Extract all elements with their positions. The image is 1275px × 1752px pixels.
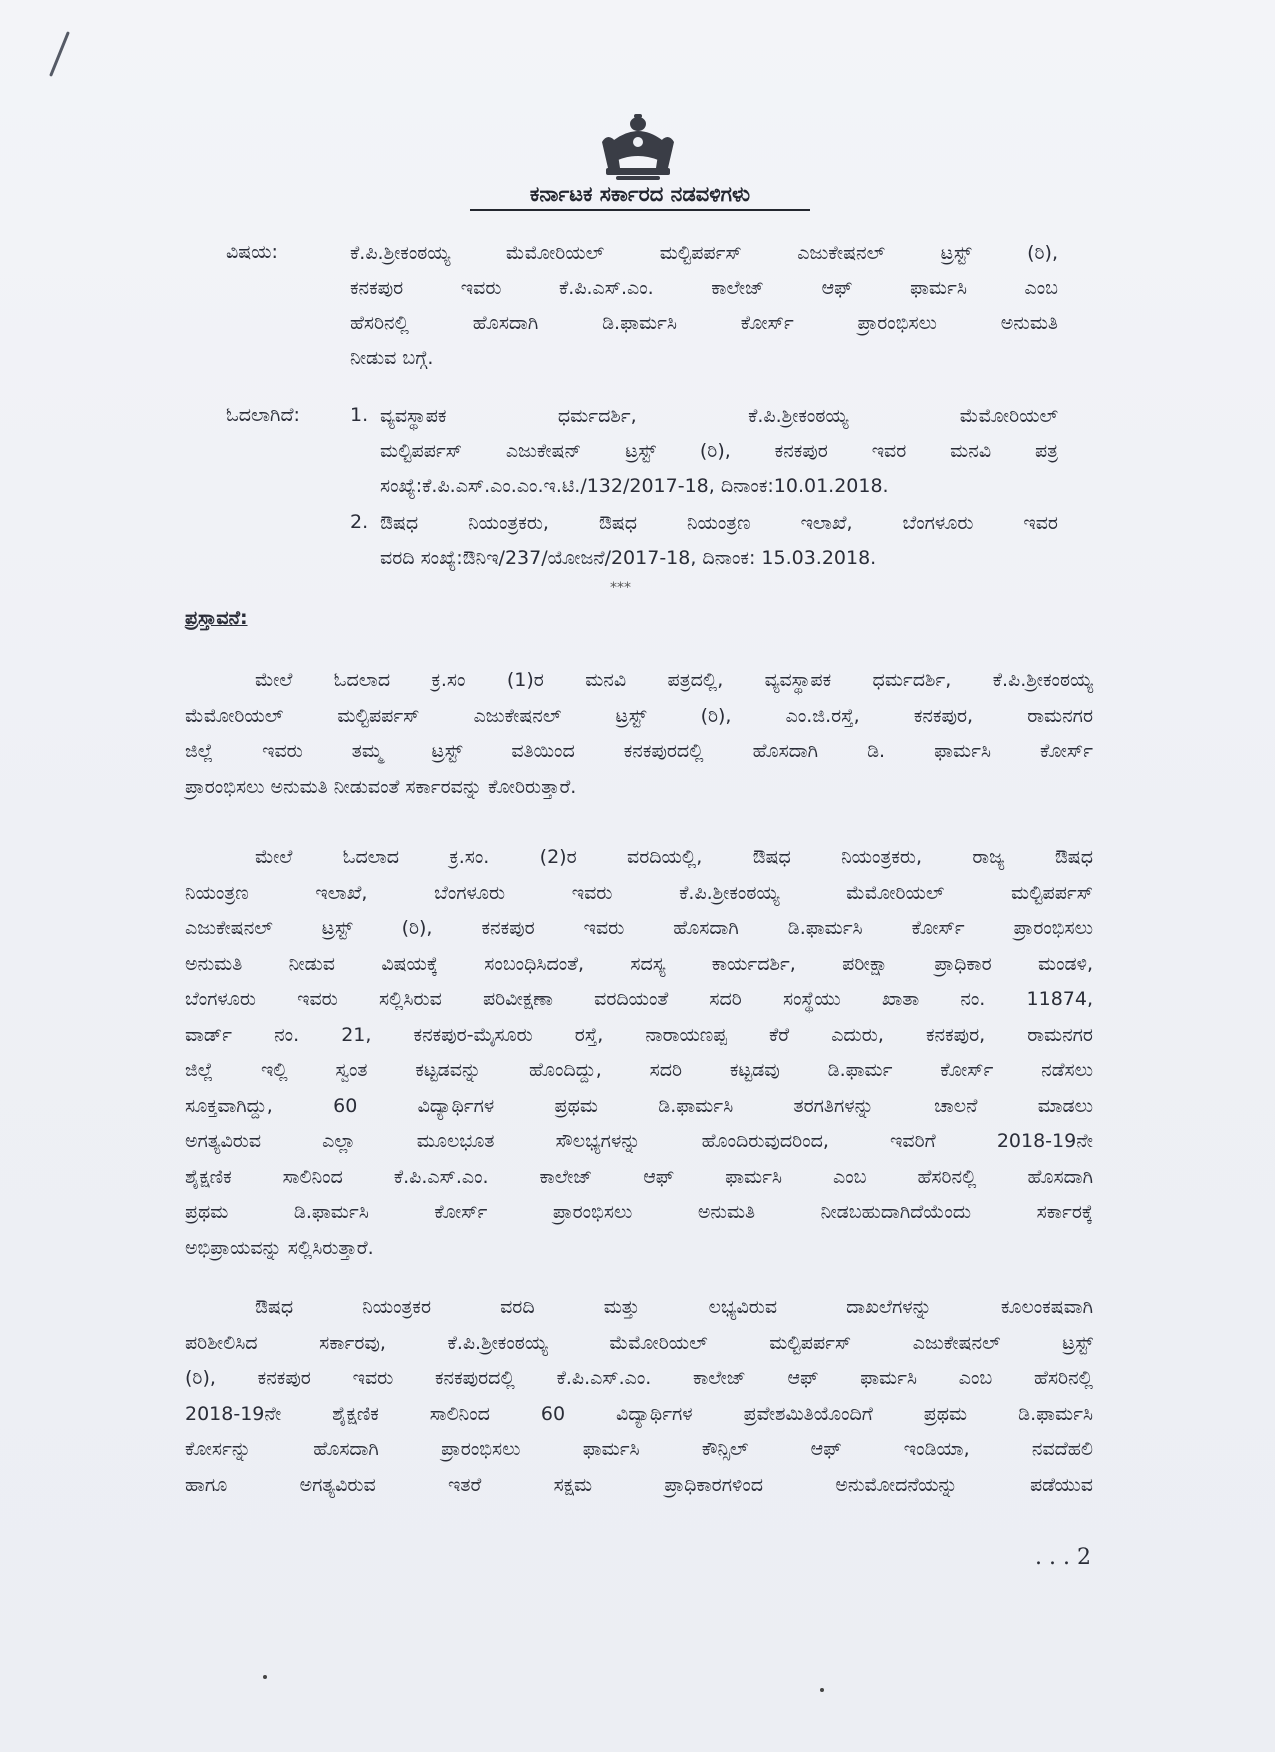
paragraph-line: ವಾರ್ಡ್ ನಂ. 21, ಕನಕಪುರ-ಮೈಸೂರು ರಸ್ತೆ, ನಾರಾಯಣಪ್ಪ ಕೆರೆ ಎದುರು, ಕನಕಪುರ, ರಾಮನಗರ [185,1023,1093,1046]
subject-line: ಹೆಸರಿನಲ್ಲಿ ಹೊಸದಾಗಿ ಡಿ.ಫಾರ್ಮಸಿ ಕೋರ್ಸ್ ಪ್ರಾರಂಭಿಸಲು ಅನುಮತಿ [350,312,1058,334]
paragraph-line: ಪ್ರಥಮ ಡಿ.ಫಾರ್ಮಸಿ ಕೋರ್ಸ್ ಪ್ರಾರಂಭಿಸಲು ಅನುಮತಿ ನೀಡಬಹುದಾಗಿದೆಯೆಂದು ಸರ್ಕಾರಕ್ಕೆ [185,1201,1093,1223]
reference-line: ವ್ಯವಸ್ಥಾಪಕ ಧರ್ಮದರ್ಶಿ, ಕೆ.ಪಿ.ಶ್ರೀಕಂಠಯ್ಯ ಮೆಮೋರಿಯಲ್ [380,405,1058,427]
paragraph-line: ಮೆಮೋರಿಯಲ್ ಮಲ್ಟಿಪರ್ಪಸ್ ಎಜುಕೇಷನಲ್ ಟ್ರಸ್ಟ್ (ರಿ), ಎಂ.ಜಿ.ರಸ್ತೆ, ಕನಕಪುರ, ರಾಮನಗರ [185,704,1093,727]
paragraph-1 [185,663,1093,805]
paragraph-line: ಕೋರ್ಸನ್ನು ಹೊಸದಾಗಿ ಪ್ರಾರಂಭಿಸಲು ಫಾರ್ಮಸಿ ಕೌನ್ಸಿಲ್ ಆಫ್ ಇಂಡಿಯಾ, ನವದೆಹಲಿ [185,1438,1093,1460]
reference-number: 2. [350,511,369,533]
page-continuation-indicator: . . . 2 [1035,1545,1091,1570]
paragraph-line: ಅಭಿಪ್ರಾಯವನ್ನು ಸಲ್ಲಿಸಿರುತ್ತಾರೆ. [185,1236,374,1259]
section-separator: *** [610,580,631,596]
paragraph-line: 2018-19ನೇ ಶೈಕ್ಷಣಿಕ ಸಾಲಿನಿಂದ 60 ವಿದ್ಯಾರ್ಥಿಗಳ ಪ್ರವೇಶಮಿತಿಯೊಂದಿಗೆ ಪ್ರಥಮ ಡಿ.ಫಾರ್ಮಸಿ [185,1402,1093,1425]
scan-speck [263,1675,267,1679]
paragraph-line: ಅನುಮತಿ ನೀಡುವ ವಿಷಯಕ್ಕೆ ಸಂಬಂಧಿಸಿದಂತೆ, ಸದಸ್ಯ ಕಾರ್ಯದರ್ಶಿ, ಪರೀಕ್ಷಾ ಪ್ರಾಧಿಕಾರ ಮಂಡಳಿ, [185,952,1093,975]
paragraph-line: ಸೂಕ್ತವಾಗಿದ್ದು, 60 ವಿದ್ಯಾರ್ಥಿಗಳ ಪ್ರಥಮ ಡಿ.ಫಾರ್ಮಸಿ ತರಗತಿಗಳನ್ನು ಚಾಲನೆ ಮಾಡಲು [185,1094,1093,1117]
subject-line: ನೀಡುವ ಬಗ್ಗೆ. [350,347,434,369]
reference-line: ಔಷಧ ನಿಯಂತ್ರಕರು, ಔಷಧ ನಿಯಂತ್ರಣ ಇಲಾಖೆ, ಬೆಂಗಳೂರು ಇವರ [380,512,1058,534]
preamble-heading: ಪ್ರಸ್ತಾವನೆ: [185,607,248,629]
reference-line: ಸಂಖ್ಯೆ:ಕೆ.ಪಿ.ಎಸ್.ಎಂ.ಎಂ.ಇ.ಟಿ./132/2017-18, ದಿನಾಂಕ:10.01.2018. [380,475,889,497]
paragraph-line: ಜಿಲ್ಲೆ ಇಲ್ಲಿ ಸ್ವಂತ ಕಟ್ಟಡವನ್ನು ಹೊಂದಿದ್ದು, ಸದರಿ ಕಟ್ಟಡವು ಡಿ.ಫಾರ್ಮ ಕೋರ್ಸ್ ನಡೆಸಲು [185,1059,1093,1081]
paragraph-3 [185,1290,1093,1503]
reference-item [380,399,1058,504]
subject-line: ಕೆ.ಪಿ.ಶ್ರೀಕಂಠಯ್ಯ ಮೆಮೋರಿಯಲ್ ಮಲ್ಟಿಪರ್ಪಸ್ ಎಜುಕೇಷನಲ್ ಟ್ರಸ್ಟ್ (ರಿ), [350,242,1058,264]
pen-mark [49,31,70,77]
paragraph-line: ಜಿಲ್ಲೆ ಇವರು ತಮ್ಮ ಟ್ರಸ್ಟ್ ವತಿಯಿಂದ ಕನಕಪುರದಲ್ಲಿ ಹೊಸದಾಗಿ ಡಿ. ಫಾರ್ಮಸಿ ಕೋರ್ಸ್ [185,740,1093,762]
paragraph-line: ಬೆಂಗಳೂರು ಇವರು ಸಲ್ಲಿಸಿರುವ ಪರಿವೀಕ್ಷಣಾ ವರದಿಯಂತೆ ಸದರಿ ಸಂಸ್ಥೆಯು ಖಾತಾ ನಂ. 11874, [185,988,1093,1010]
paragraph-2 [185,840,1093,1266]
paragraph-line: ಮೇಲೆ ಓದಲಾದ ಕ್ರ.ಸಂ (1)ರ ಮನವಿ ಪತ್ರದಲ್ಲಿ, ವ್ಯವಸ್ಥಾಪಕ ಧರ್ಮದರ್ಶಿ, ಕೆ.ಪಿ.ಶ್ರೀಕಂಠಯ್ಯ [255,669,1093,691]
paragraph-line: ಮೇಲೆ ಓದಲಾದ ಕ್ರ.ಸಂ. (2)ರ ವರದಿಯಲ್ಲಿ, ಔಷಧ ನಿಯಂತ್ರಕರು, ರಾಜ್ಯ ಔಷಧ [255,846,1093,868]
state-emblem-icon [594,112,682,184]
read-label: ಓದಲಾಗಿದೆ: [226,404,300,426]
paragraph-line: ಹಾಗೂ ಅಗತ್ಯವಿರುವ ಇತರೆ ಸಕ್ಷಮ ಪ್ರಾಧಿಕಾರಗಳಿಂದ ಅನುಮೋದನೆಯನ್ನು ಪಡೆಯುವ [185,1473,1093,1496]
paragraph-line: ಅಗತ್ಯವಿರುವ ಎಲ್ಲಾ ಮೂಲಭೂತ ಸೌಲಭ್ಯಗಳನ್ನು ಹೊಂದಿರುವುದರಿಂದ, ಇವರಿಗೆ 2018-19ನೇ [185,1130,1093,1152]
reference-line: ವರದಿ ಸಂಖ್ಯೆ:ಔನಿಇ/237/ಯೋಜನೆ/2017-18, ದಿನಾಂಕ: 15.03.2018. [380,547,877,569]
reference-line: ಮಲ್ಟಿಪರ್ಪಸ್ ಎಜುಕೇಷನ್ ಟ್ರಸ್ಟ್ (ರಿ), ಕನಕಪುರ ಇವರ ಮನವಿ ಪತ್ರ [380,440,1058,462]
subject-text [350,236,1058,376]
paragraph-line: ಪರಿಶೀಲಿಸಿದ ಸರ್ಕಾರವು, ಕೆ.ಪಿ.ಶ್ರೀಕಂಠಯ್ಯ ಮೆಮೋರಿಯಲ್ ಮಲ್ಟಿಪರ್ಪಸ್ ಎಜುಕೇಷನಲ್ ಟ್ರಸ್ಟ್ [185,1331,1093,1354]
paragraph-line: ಎಜುಕೇಷನಲ್ ಟ್ರಸ್ಟ್ (ರಿ), ಕನಕಪುರ ಇವರು ಹೊಸದಾಗಿ ಡಿ.ಫಾರ್ಮಸಿ ಕೋರ್ಸ್ ಪ್ರಾರಂಭಿಸಲು [185,917,1093,939]
subject-line: ಕನಕಪುರ ಇವರು ಕೆ.ಪಿ.ಎಸ್.ಎಂ. ಕಾಲೇಜ್ ಆಫ್ ಫಾರ್ಮಸಿ ಎಂಬ [350,277,1058,299]
reference-item [380,506,1058,576]
paragraph-line: (ರಿ), ಕನಕಪುರ ಇವರು ಕನಕಪುರದಲ್ಲಿ ಕೆ.ಪಿ.ಎಸ್.ಎಂ. ಕಾಲೇಜ್ ಆಫ್ ಫಾರ್ಮಸಿ ಎಂಬ ಹೆಸರಿನಲ್ಲಿ [185,1367,1093,1389]
scan-speck [820,1688,824,1692]
paragraph-line: ಪ್ರಾರಂಭಿಸಲು ಅನುಮತಿ ನೀಡುವಂತೆ ಸರ್ಕಾರವನ್ನು ಕೋರಿರುತ್ತಾರೆ. [185,775,577,798]
reference-number: 1. [350,404,369,426]
paragraph-line: ನಿಯಂತ್ರಣ ಇಲಾಖೆ, ಬೆಂಗಳೂರು ಇವರು ಕೆ.ಪಿ.ಶ್ರೀಕಂಠಯ್ಯ ಮೆಮೋರಿಯಲ್ ಮಲ್ಟಿಪರ್ಪಸ್ [185,881,1093,904]
paragraph-line: ಔಷಧ ನಿಯಂತ್ರಕರ ವರದಿ ಮತ್ತು ಲಭ್ಯವಿರುವ ದಾಖಲೆಗಳನ್ನು ಕೂಲಂಕಷವಾಗಿ [255,1296,1093,1318]
subject-label: ವಿಷಯ: [226,241,278,263]
document-title: ಕರ್ನಾಟಕ ಸರ್ಕಾರದ ನಡವಳಿಗಳು [470,182,810,211]
paragraph-line: ಶೈಕ್ಷಣಿಕ ಸಾಲಿನಿಂದ ಕೆ.ಪಿ.ಎಸ್.ಎಂ. ಕಾಲೇಜ್ ಆಫ್ ಫಾರ್ಮಸಿ ಎಂಬ ಹೆಸರಿನಲ್ಲಿ ಹೊಸದಾಗಿ [185,1165,1093,1188]
